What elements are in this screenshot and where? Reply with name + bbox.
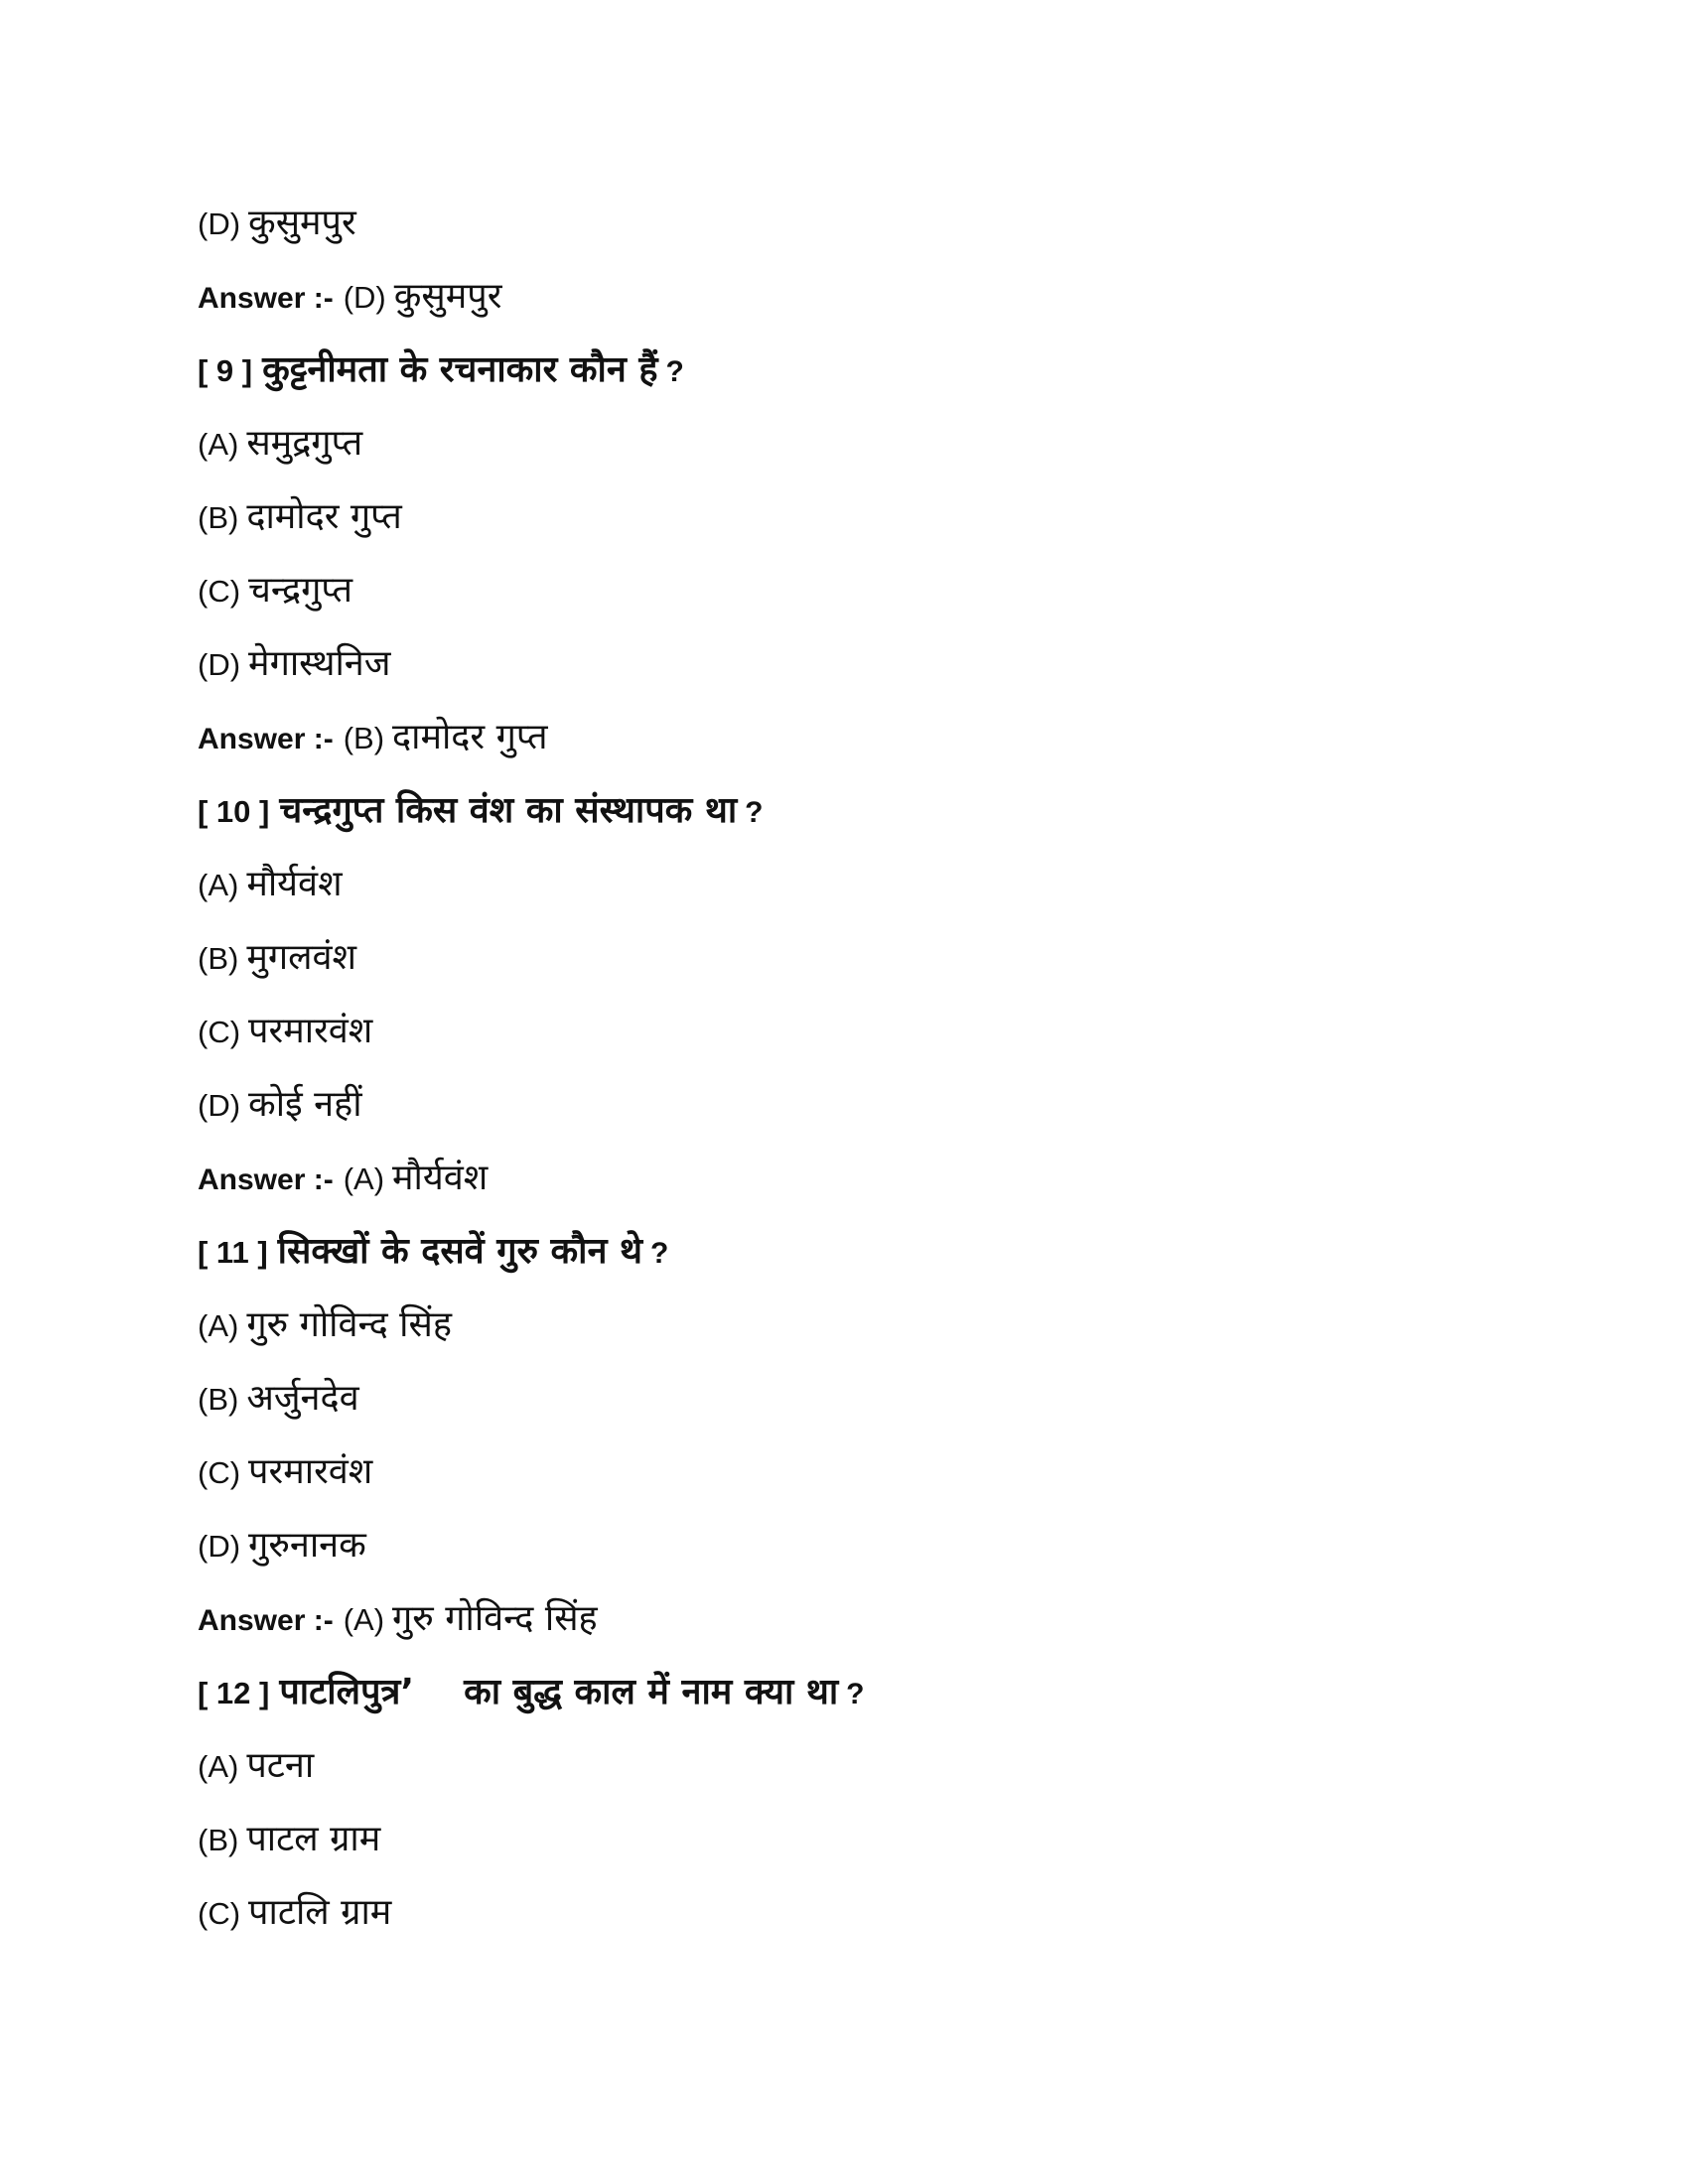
option-label: (B)	[198, 500, 239, 535]
option-line	[198, 1886, 391, 1938]
option-line	[198, 858, 343, 909]
question-number: [ 11 ]	[198, 1235, 268, 1270]
answer-line	[198, 711, 547, 762]
option-label: (C)	[198, 1455, 241, 1490]
question-line	[198, 1666, 865, 1717]
option-text: चन्द्रगुप्त	[248, 570, 353, 611]
answer-line	[198, 270, 501, 322]
option-line	[198, 1372, 359, 1424]
question-line	[198, 1225, 668, 1277]
question-text: चन्द्रगुप्त किस वंश का संस्थापक था	[279, 790, 738, 831]
option-line	[198, 1298, 452, 1350]
option-line	[198, 1519, 366, 1570]
option-label: (C)	[198, 1015, 241, 1049]
option-line	[198, 1445, 372, 1497]
option-line	[198, 1078, 362, 1130]
option-text: कुसुमपुर	[248, 203, 356, 243]
answer-text: कुसुमपुर	[393, 276, 502, 317]
answer-label: Answer :-	[198, 1604, 334, 1637]
option-line	[198, 1739, 314, 1791]
option-text: मुगलवंश	[246, 937, 357, 978]
question-number: [ 12 ]	[198, 1676, 270, 1710]
answer-label: Answer :-	[198, 282, 334, 315]
answer-option-label: (A)	[343, 1161, 385, 1196]
option-line	[198, 1813, 380, 1864]
question-mark: ?	[650, 1237, 669, 1270]
option-label: (D)	[198, 1529, 241, 1564]
option-text: समुद्रगुप्त	[246, 423, 363, 464]
option-line	[198, 417, 362, 469]
option-label: (A)	[198, 427, 239, 462]
option-label: (B)	[198, 1823, 239, 1857]
option-text: मेगास्थनिज	[248, 643, 391, 684]
answer-text: गुरु गोविन्द सिंह	[392, 1598, 598, 1639]
option-line	[198, 1005, 372, 1056]
question-mark: ?	[665, 355, 684, 388]
answer-text: मौर्यवंश	[392, 1158, 489, 1198]
option-label: (D)	[198, 647, 241, 682]
option-label: (A)	[198, 1749, 239, 1784]
option-line	[198, 564, 352, 615]
question-number: [ 10 ]	[198, 794, 270, 829]
option-text: दामोदर गुप्त	[246, 496, 402, 537]
option-text: मौर्यवंश	[246, 864, 343, 904]
option-label: (B)	[198, 1382, 239, 1417]
answer-label: Answer :-	[198, 723, 334, 755]
answer-option-label: (B)	[343, 721, 385, 755]
answer-option-label: (A)	[343, 1602, 385, 1637]
option-label: (B)	[198, 941, 239, 976]
question-line	[198, 343, 684, 395]
option-text: अर्जुनदेव	[246, 1378, 359, 1419]
answer-option-label: (D)	[343, 280, 386, 315]
option-line	[198, 197, 356, 248]
option-label: (D)	[198, 1088, 241, 1123]
answer-line	[198, 1592, 598, 1644]
question-text: पाटलिपुत्र’ का बुद्ध काल में नाम क्या था	[279, 1672, 839, 1712]
option-label: (C)	[198, 1896, 241, 1931]
answer-text: दामोदर गुप्त	[392, 717, 548, 757]
answer-label: Answer :-	[198, 1163, 334, 1196]
option-text: परमारवंश	[248, 1451, 373, 1492]
option-text: पाटलि ग्राम	[248, 1892, 392, 1933]
option-line	[198, 637, 390, 689]
option-text: पटना	[246, 1745, 315, 1786]
option-label: (A)	[198, 868, 239, 902]
question-text: कुट्टनीमता के रचनाकार कौन हैं	[262, 349, 658, 390]
option-label: (C)	[198, 574, 241, 609]
option-text: गुरु गोविन्द सिंह	[246, 1304, 452, 1345]
question-line	[198, 784, 763, 836]
question-mark: ?	[745, 796, 764, 829]
question-mark: ?	[846, 1678, 865, 1710]
option-text: कोई नहीं	[248, 1084, 362, 1125]
option-text: गुरुनानक	[248, 1525, 366, 1566]
option-line	[198, 931, 356, 983]
option-text: पाटल ग्राम	[246, 1819, 381, 1859]
option-text: परमारवंश	[248, 1011, 373, 1051]
option-label: (A)	[198, 1308, 239, 1343]
question-number: [ 9 ]	[198, 353, 253, 388]
option-label: (D)	[198, 206, 241, 241]
option-line	[198, 490, 402, 542]
question-text: सिक्खों के दसवें गुरु कौन थे	[277, 1231, 643, 1272]
answer-line	[198, 1152, 488, 1203]
